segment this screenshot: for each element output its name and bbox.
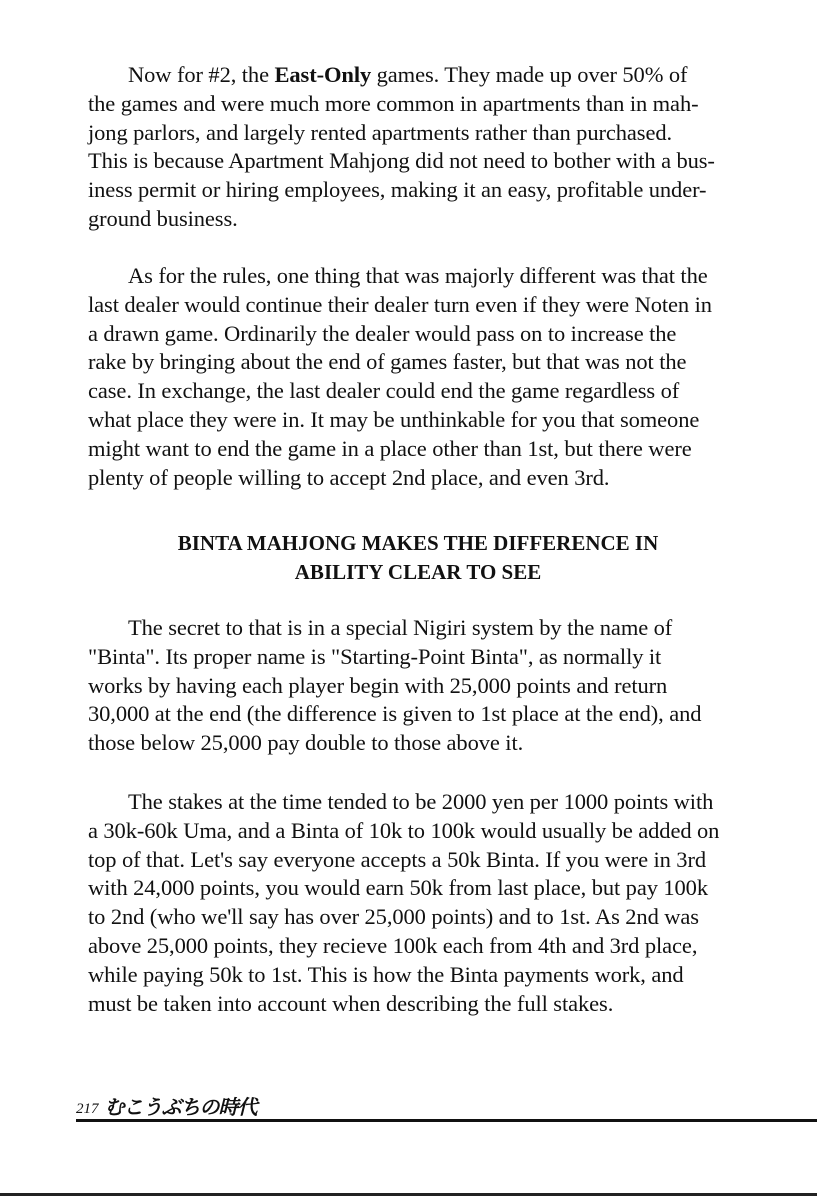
text-line: iness permit or hiring employees, making it an easy, profitable under- [88,177,707,203]
text-line: jong parlors, and largely rented apartments rather than purchased. [88,119,673,145]
text-line: must be taken into account when describing the full stakes. [88,990,614,1016]
text-line: works by having each player begin with 25,000 points and return [88,672,668,698]
text-line: rake by bringing about the end of games faster, but that was not the [88,349,687,375]
text-line: 30,000 at the end (the difference is given to 1st place at the end), and [88,701,702,727]
footer-rule [76,1119,817,1122]
text-line: those below 25,000 pay double to those above it. [88,730,524,756]
text-line: As for the rules, one thing that was majorly different was that the [128,263,708,288]
text-line: ground business. [88,205,238,231]
text-line: "Binta". Its proper name is "Starting-Point Binta", as normally it [88,643,662,669]
text-line: the games and were much more common in apartments than in mah- [88,90,699,116]
text-line: a 30k-60k Uma, and a Binta of 10k to 100k would usually be added on [88,817,720,843]
text-line: might want to end the game in a place other than 1st, but there were [88,435,692,461]
text-line: The secret to that is in a special Nigiri system by the name of [128,615,673,640]
text-line: a drawn game. Ordinarily the dealer would pass on to increase the [88,320,677,346]
paragraph-rules [88,262,768,492]
section-heading [88,529,748,587]
text-line: case. In exchange, the last dealer could end the game regardless of [88,378,680,404]
text-line: what place they were in. It may be unthinkable for you that someone [88,406,700,432]
text-line: while paying 50k to 1st. This is how the Binta payments work, and [88,961,684,987]
running-title: むこうぶちの時代 [104,1095,257,1119]
text-line: to 2nd (who we'll say has over 25,000 points) and to 1st. As 2nd was [88,904,699,930]
bold-term-east-only: East-Only [274,62,372,87]
paragraph-stakes [88,788,768,1018]
page-edge-rule [0,1193,817,1196]
text-line: The stakes at the time tended to be 2000 yen per 1000 points with [128,789,714,814]
heading-line-1: BINTA MAHJONG MAKES THE DIFFERENCE IN [177,531,659,555]
text-line: above 25,000 points, they recieve 100k each from 4th and 3rd place, [88,932,698,958]
text-line: This is because Apartment Mahjong did not need to bother with a bus- [88,148,715,174]
text-line: top of that. Let's say everyone accepts a 50k Binta. If you were in 3rd [88,846,707,872]
text-line: with 24,000 points, you would earn 50k from last place, but pay 100k [88,875,708,901]
paragraph-east-only-games [88,61,768,234]
page-footer [76,1088,257,1118]
text-line: Now for #2, the East-Only games. They made up over 50% of [128,62,688,87]
text-line: plenty of people willing to accept 2nd place, and even 3rd. [88,464,610,490]
text-line: last dealer would continue their dealer turn even if they were Noten in [88,291,712,317]
heading-line-2: ABILITY CLEAR TO SEE [294,560,542,584]
page-number: 217 [76,1101,99,1117]
paragraph-binta-system [88,614,768,758]
